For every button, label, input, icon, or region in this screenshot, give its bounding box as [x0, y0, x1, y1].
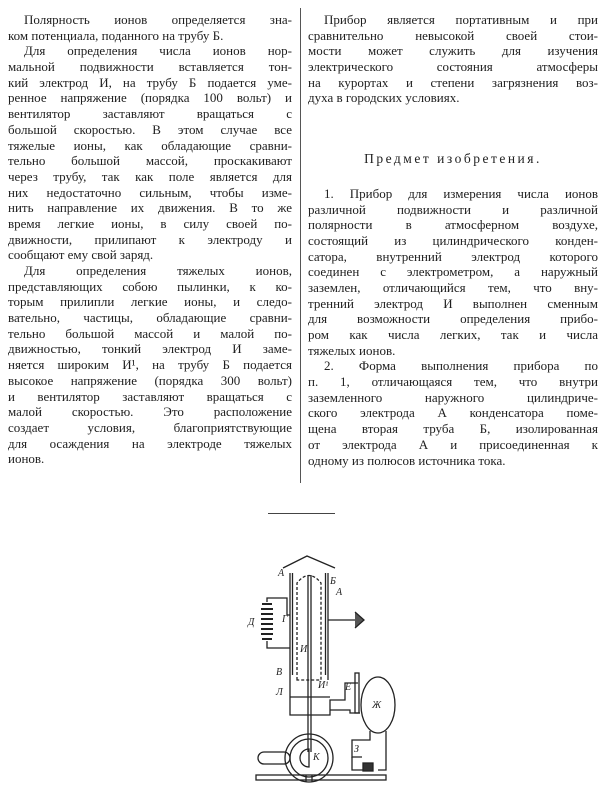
text-line: высокое напряжение (порядка 300 вольт): [8, 372, 292, 388]
roof-cap: [283, 556, 335, 568]
label-a-right: А: [336, 587, 343, 598]
text-line: кий электрод И, на трубу Б подается уме-: [8, 74, 292, 90]
label-z: З: [354, 744, 359, 755]
label-zh: Ж: [372, 700, 382, 711]
text-line: электрического состояния атмосферы: [308, 59, 598, 75]
claim-2: [308, 358, 598, 468]
inner-tube: [297, 576, 321, 681]
text-line: движностью, тонкий электрод И заме-: [8, 341, 292, 357]
label-v: В: [276, 667, 283, 678]
paragraph: [8, 43, 292, 263]
text-line: Полярность ионов определяется зна-: [24, 12, 292, 27]
text-line: тяжелых ионов.: [308, 342, 396, 358]
claims: [308, 186, 598, 468]
text-line: одному из полюсов источника тока.: [308, 452, 506, 468]
paragraph: [8, 12, 292, 43]
intro-paragraph: [308, 12, 598, 106]
paragraph: [8, 263, 292, 467]
text-line: ионов.: [8, 451, 45, 467]
label-e: Е: [345, 682, 352, 693]
intro-text: [308, 12, 598, 106]
electrometer-plate: [355, 673, 359, 713]
text-line: ком потенциала, поданного на трубу Б.: [8, 27, 224, 43]
text-line: мальной подвижности вставляется тон-: [8, 59, 292, 75]
battery: [363, 763, 373, 771]
label-i1: И¹: [318, 680, 329, 691]
text-line: от электрода А и присоединенная к: [308, 436, 598, 452]
text-line: малой скоростью. Это расположение: [8, 404, 292, 420]
label-d: Д: [248, 617, 255, 628]
text-line: ренное напряжение (порядка 100 вольт) и: [8, 90, 292, 106]
text-line: 2. Форма выполнения прибора по: [324, 358, 598, 374]
text-line: тельно большой массой, проскакивают: [8, 153, 292, 169]
label-g: Г: [282, 614, 288, 625]
text-line: Для определения числа ионов нор-: [24, 43, 292, 59]
label-i: И: [300, 644, 308, 655]
text-line: движности, прилипают к электроду и: [8, 231, 292, 247]
text-line: сатора, внутренний электрод которого: [308, 248, 598, 264]
figure-labels: [247, 568, 382, 763]
column-divider: [300, 8, 301, 483]
right-column: [308, 12, 598, 468]
text-line: п. 1, отличающаяся тем, что внутри: [308, 374, 598, 390]
text-line: для возможности определения прибо-: [308, 311, 598, 327]
label-l: Л: [276, 687, 283, 698]
text-line: сообщают ему свой заряд.: [8, 247, 154, 263]
text-line: щена вторая труба Б, изолированная: [308, 421, 598, 437]
text-line: Для определения тяжелых ионов,: [24, 263, 292, 278]
text-line: вательно, частицы, обладающие сравни-: [8, 310, 292, 326]
text-line: духа в городских условиях.: [308, 90, 460, 106]
label-b: Б: [330, 576, 336, 587]
text-line: заземлен, отличающийся тем, что вну-: [308, 279, 598, 295]
text-line: вентилятор заставляют вращаться с: [8, 106, 292, 122]
claim-1: [308, 186, 598, 359]
text-line: няется широким И¹, на трубу Б подается: [8, 357, 292, 373]
text-line: заземленного наружного цилиндриче-: [308, 389, 598, 405]
text-line: полярности в атмосферном воздухе,: [308, 217, 598, 233]
text-line: представляющих собою пылинки, к ко-: [8, 278, 292, 294]
text-line: тяжелые ионы, как обладающие сравни-: [8, 137, 292, 153]
text-line: тренний электрод И выполнен сменным: [308, 295, 598, 311]
text-line: торым прилипли легкие ионы, и следо-: [8, 294, 292, 310]
text-line: через трубу, так как поле является для: [8, 168, 292, 184]
text-line: для осаждения на электроде тяжелых: [8, 435, 292, 451]
text-line: сравнительно невысокой своей стои-: [308, 27, 598, 43]
text-line: 1. Прибор для измерения числа ионов: [324, 185, 598, 201]
text-line: создает условия, благоприятствующие: [8, 419, 292, 435]
text-line: различной подвижности и различной: [308, 201, 598, 217]
text-line: нить направление их движения. В то же: [8, 200, 292, 216]
text-line: ром как числа легких, так и числа: [308, 327, 598, 343]
left-column: [8, 12, 292, 467]
label-a-top: А: [278, 568, 285, 579]
text-line: них недостаточно сильным, чтобы изме-: [8, 184, 292, 200]
claims-heading: Предмет изобретения.: [364, 151, 542, 167]
text-line: и вентилятор заставляют вращаться с: [8, 388, 292, 404]
text-line: тельно большой массой и малой по-: [8, 325, 292, 341]
device-diagram: [230, 545, 410, 800]
text-line: состоящий из цилиндрического конден-: [308, 232, 598, 248]
separator-rule: [268, 513, 335, 514]
text-line: большой скоростью. В этом случае все: [8, 121, 292, 137]
text-line: Прибор является портативным и при: [324, 12, 598, 27]
text-line: на курортах и степени загрязнения воз-: [308, 74, 598, 90]
coil: [261, 604, 273, 639]
text-line: ского электрода А конденсатора поме-: [308, 405, 598, 421]
label-k: К: [313, 752, 320, 763]
text-line: время легкие ионы, в силу своей по-: [8, 215, 292, 231]
text-line: мости может служить для изучения: [308, 43, 598, 59]
text-line: соединен с электрометром, а наружный: [308, 264, 598, 280]
